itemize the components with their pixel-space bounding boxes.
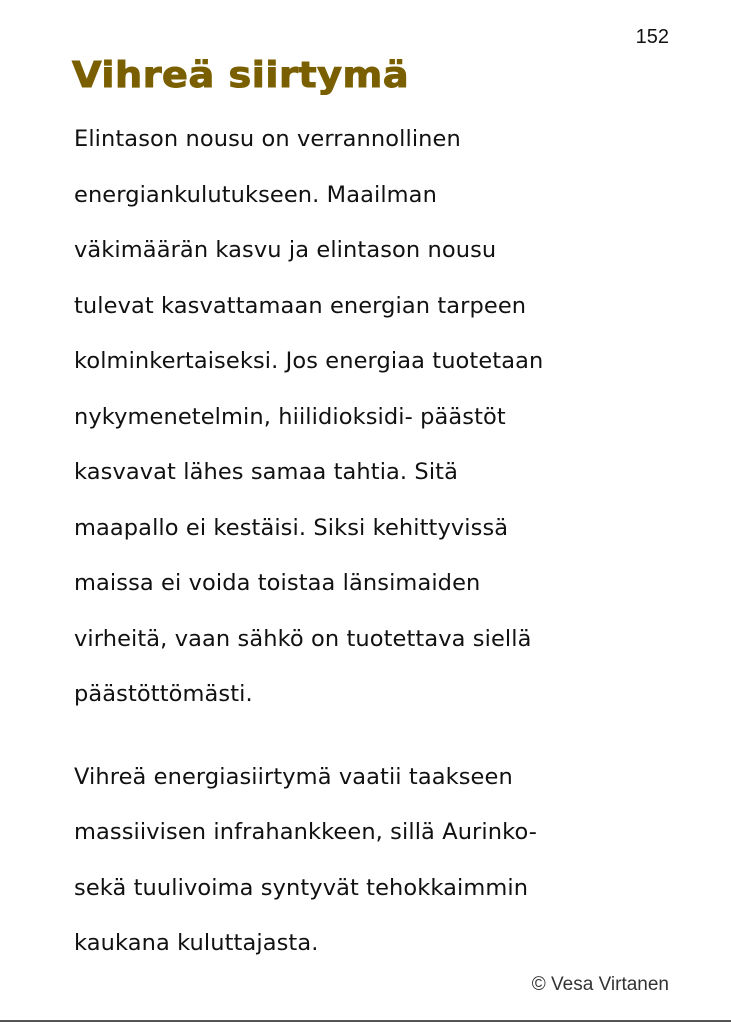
text-line: kaukana kuluttajasta. [74,930,319,956]
paragraph-spacer [74,723,674,750]
text-line: kolminkertaiseksi. Jos energiaa tuotetaan [74,348,544,374]
page-title: Vihreä siirtymä [72,55,410,96]
text-line: maapallo ei kestäisi. Siksi kehittyvissä [74,514,509,541]
paragraph-1 [74,112,674,723]
page-number: 152 [635,26,669,48]
text-line: päästöttömästi. [74,681,253,707]
paragraph-2 [74,750,674,972]
text-line: Vihreä energiasiirtymä vaatii taakseen [74,763,513,790]
bottom-divider [0,1020,731,1022]
text-line: Elintason nousu on verrannollinen [74,126,461,152]
copyright-notice: © Vesa Virtanen [531,974,669,995]
body-text [74,112,674,972]
text-line: sekä tuulivoima syntyvät tehokkaimmin [74,874,529,901]
text-line: kasvavat lähes samaa tahtia. Sitä [74,459,458,485]
text-line: maissa ei voida toistaa länsimaiden [74,570,481,596]
text-line: energiankulutukseen. Maailman [74,181,437,208]
text-line: virheitä, vaan sähkö on tuotettava siellä [74,625,532,652]
text-line: nykymenetelmin, hiilidioksidi- päästöt [74,403,506,430]
text-line: väkimäärän kasvu ja elintason nousu [74,237,497,263]
text-line: massiivisen infrahankkeen, sillä Aurinko- [74,819,537,845]
text-line: tulevat kasvattamaan energian tarpeen [74,292,527,319]
